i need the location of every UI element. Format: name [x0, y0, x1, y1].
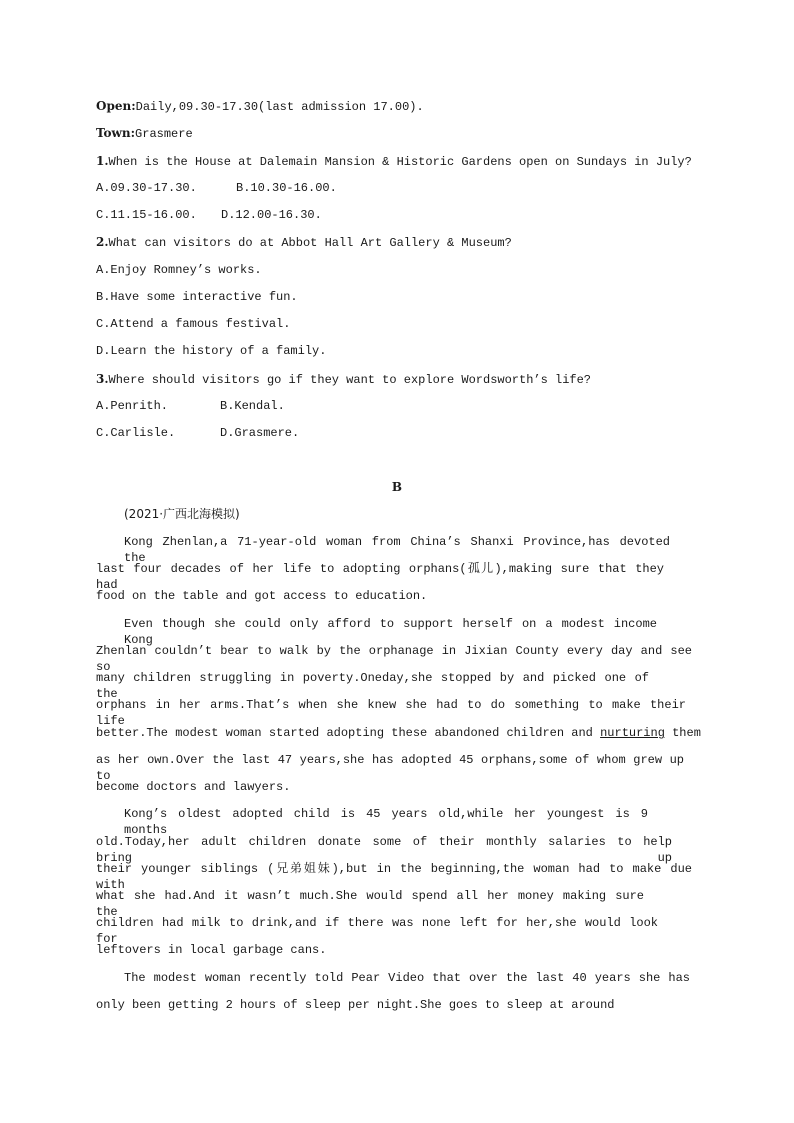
question-text: When is the House at Dalemain Mansion & Historic Gardens open on Sundays in July?	[108, 155, 692, 169]
question-3-options-row-1	[96, 398, 696, 414]
option-a[interactable]: A.Enjoy Romney’s works.	[96, 263, 262, 277]
question-text: Where should visitors go if they want to explore Wordsworth’s life?	[108, 373, 592, 387]
paragraph-line: become doctors and lawyers.	[96, 780, 291, 794]
paragraph-line: food on the table and got access to education.	[96, 589, 428, 603]
question-3-options-row-2	[96, 425, 696, 441]
option-a[interactable]: A.Penrith.	[96, 399, 169, 413]
paragraph-text: better.The modest woman started adopting these abandoned children and	[96, 726, 601, 740]
open-label: Open:	[96, 99, 136, 113]
question-2	[96, 234, 696, 251]
paragraph-line: only been getting 2 hours of sleep per night.She goes to sleep at around	[96, 998, 615, 1012]
option-d[interactable]: D.Learn the history of a family.	[96, 344, 327, 358]
question-1-options-row-2	[96, 207, 696, 223]
option-c[interactable]: C.Attend a famous festival.	[96, 317, 291, 331]
option-a[interactable]: A.09.30-17.30.	[96, 181, 197, 195]
town-value: Grasmere	[135, 127, 193, 141]
option-d[interactable]: D.12.00-16.30.	[221, 208, 322, 222]
paragraph-line: what she had.And it wasn’t much.She would spend all her money making sure the	[96, 889, 644, 919]
paragraph-text: them	[664, 726, 701, 740]
question-number: 1.	[96, 154, 109, 168]
paragraph-line: Even though she could only afford to support herself on a modest income Kong	[124, 617, 657, 647]
option-d[interactable]: D.Grasmere.	[220, 426, 300, 440]
question-3	[96, 371, 696, 388]
open-hours-line	[96, 98, 696, 115]
question-1	[96, 153, 696, 170]
paragraph-line: Zhenlan couldn’t bear to walk by the orphanage in Jixian County every day and see so	[96, 644, 692, 674]
option-b[interactable]: B.10.30-16.00.	[236, 181, 337, 195]
paragraph-line: many children struggling in poverty.Oneday,she stopped by and picked one of the	[96, 671, 649, 701]
paragraph-line: last four decades of her life to adopting orphans(孤儿),making sure that they had	[96, 562, 664, 592]
paragraph-line: their younger siblings (兄弟姐妹),but in the beginning,the woman had to make due with	[96, 862, 692, 892]
question-number: 3.	[96, 372, 109, 386]
section-title: B	[391, 480, 403, 494]
paragraph-line: orphans in her arms.That’s when she knew she had to do something to make their life	[96, 698, 686, 728]
option-b[interactable]: B.Kendal.	[220, 399, 285, 413]
town-label: Town:	[96, 126, 136, 140]
paragraph-line: old.Today,her adult children donate some of their monthly salaries to help bring up	[96, 835, 672, 865]
option-b[interactable]: B.Have some interactive fun.	[96, 290, 298, 304]
open-value: Daily,09.30-17.30(last admission 17.00).	[135, 100, 424, 114]
paragraph-line: leftovers in local garbage cans.	[96, 943, 327, 957]
paragraph-line: Kong Zhenlan,a 71-year-old woman from China’s Shanxi Province,has devoted the	[124, 535, 670, 565]
town-line	[96, 125, 696, 142]
question-number: 2.	[96, 235, 109, 249]
question-1-options-row-1	[96, 180, 696, 196]
question-text: What can visitors do at Abbot Hall Art Gallery & Museum?	[108, 236, 512, 250]
paragraph-line	[96, 725, 701, 741]
option-c[interactable]: C.Carlisle.	[96, 426, 176, 440]
option-c[interactable]: C.11.15-16.00.	[96, 208, 197, 222]
paragraph-line: children had milk to drink,and if there was none left for her,she would look for	[96, 916, 658, 946]
paragraph-line: as her own.Over the last 47 years,she has adopted 45 orphans,some of whom grew up to	[96, 753, 684, 783]
source-note: (2021·广西北海模拟)	[124, 507, 240, 521]
underlined-word: nurturing	[600, 726, 665, 740]
paragraph-line: The modest woman recently told Pear Video that over the last 40 years she has	[124, 971, 690, 985]
paragraph-line: Kong’s oldest adopted child is 45 years old,while her youngest is 9 months	[124, 807, 648, 837]
